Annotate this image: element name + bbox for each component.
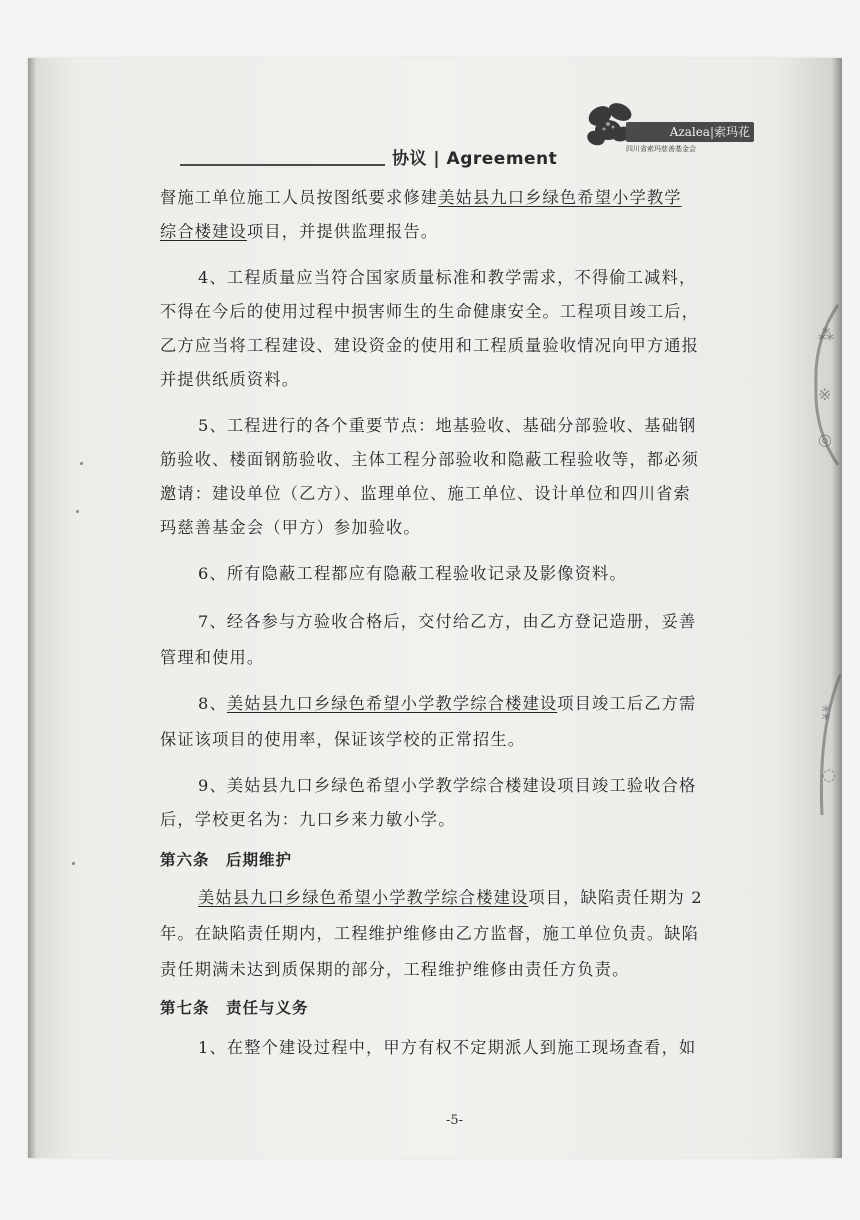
article-heading: 第六条 后期维护 [160,851,293,869]
foundation-logo [586,100,756,162]
page-header-title: 协议 | Agreement [392,149,558,169]
scan-speck [76,510,79,513]
text-line: 5、工程进行的各个重要节点：地基验收、基础分部验收、基础钢 [198,416,697,435]
svg-text:⁑: ⁑ [822,705,830,724]
project-name-underlined: 美姑县九口乡绿色希望小学教学综合楼建设 [198,888,529,907]
logo-subtitle: 四川省索玛慈善基金会 [626,145,696,153]
text-line: 不得在今后的使用过程中损害师生的生命健康安全。工程项目竣工后， [160,302,700,321]
text-line: 9、美姑县九口乡绿色希望小学教学综合楼建设项目竣工验收合格 [198,776,697,795]
svg-text:◎: ◎ [818,430,832,449]
text-line: 6、所有隐蔽工程都应有隐蔽工程验收记录及影像资料。 [198,564,627,583]
scan-speck [72,862,75,865]
text-line: 8、美姑县九口乡绿色希望小学教学综合楼建设项目竣工后乙方需 [198,694,697,713]
logo-badge: Azalea|索玛花 [626,122,754,142]
project-name-underlined: 美姑县九口乡绿色希望小学教学 [438,188,682,207]
text-line: 年。在缺陷责任期内，工程维护维修由乙方监督，施工单位负责。缺陷 [160,924,700,943]
text-line: 美姑县九口乡绿色希望小学教学综合楼建设项目，缺陷责任期为 2 [198,888,703,907]
seal-fragment-icon [814,670,842,820]
text-line: 责任期满未达到质保期的部分，工程维护维修由责任方负责。 [160,960,630,979]
text-line: 4、工程质量应当符合国家质量标准和教学需求，不得偷工减料， [198,268,697,287]
seal-fragment-icon [808,300,842,470]
text-line: 筋验收、楼面钢筋验收、主体工程分部验收和隐蔽工程验收等，都必须 [160,450,700,469]
text-line: 并提供纸质资料。 [160,370,300,389]
text-line: 后，学校更名为：九口乡来力敏小学。 [160,810,456,829]
text-line: 乙方应当将工程建设、建设资金的使用和工程质量验收情况向甲方通报 [160,336,700,355]
page-number: -5- [446,1113,464,1128]
text-line: 督施工单位施工人员按图纸要求修建美姑县九口乡绿色希望小学教学 [160,188,682,207]
text-line: 邀请：建设单位（乙方）、监理单位、施工单位、设计单位和四川省索 [160,484,691,503]
article-heading: 第七条 责任与义务 [160,999,309,1017]
text-line: 1、在整个建设过程中，甲方有权不定期派人到施工现场查看，如 [198,1038,697,1057]
svg-text:◌: ◌ [822,765,836,784]
text-line: 保证该项目的使用率，保证该学校的正常招生。 [160,730,526,749]
svg-text:※: ※ [818,385,832,404]
svg-text:⁂: ⁂ [818,325,834,344]
text-line: 综合楼建设项目，并提供监理报告。 [160,222,439,241]
project-name-underlined: 美姑县九口乡绿色希望小学教学综合楼建设 [226,694,558,713]
text-line: 管理和使用。 [160,648,265,667]
page-right-shadow [832,58,842,1158]
header-rule [180,164,385,166]
text-line: 玛慈善基金会（甲方）参加验收。 [160,518,421,537]
page-left-shadow [28,58,36,1158]
project-name-underlined: 综合楼建设 [160,222,247,241]
text-line: 7、经各参与方验收合格后，交付给乙方，由乙方登记造册，妥善 [198,612,697,631]
scan-speck [80,462,83,465]
